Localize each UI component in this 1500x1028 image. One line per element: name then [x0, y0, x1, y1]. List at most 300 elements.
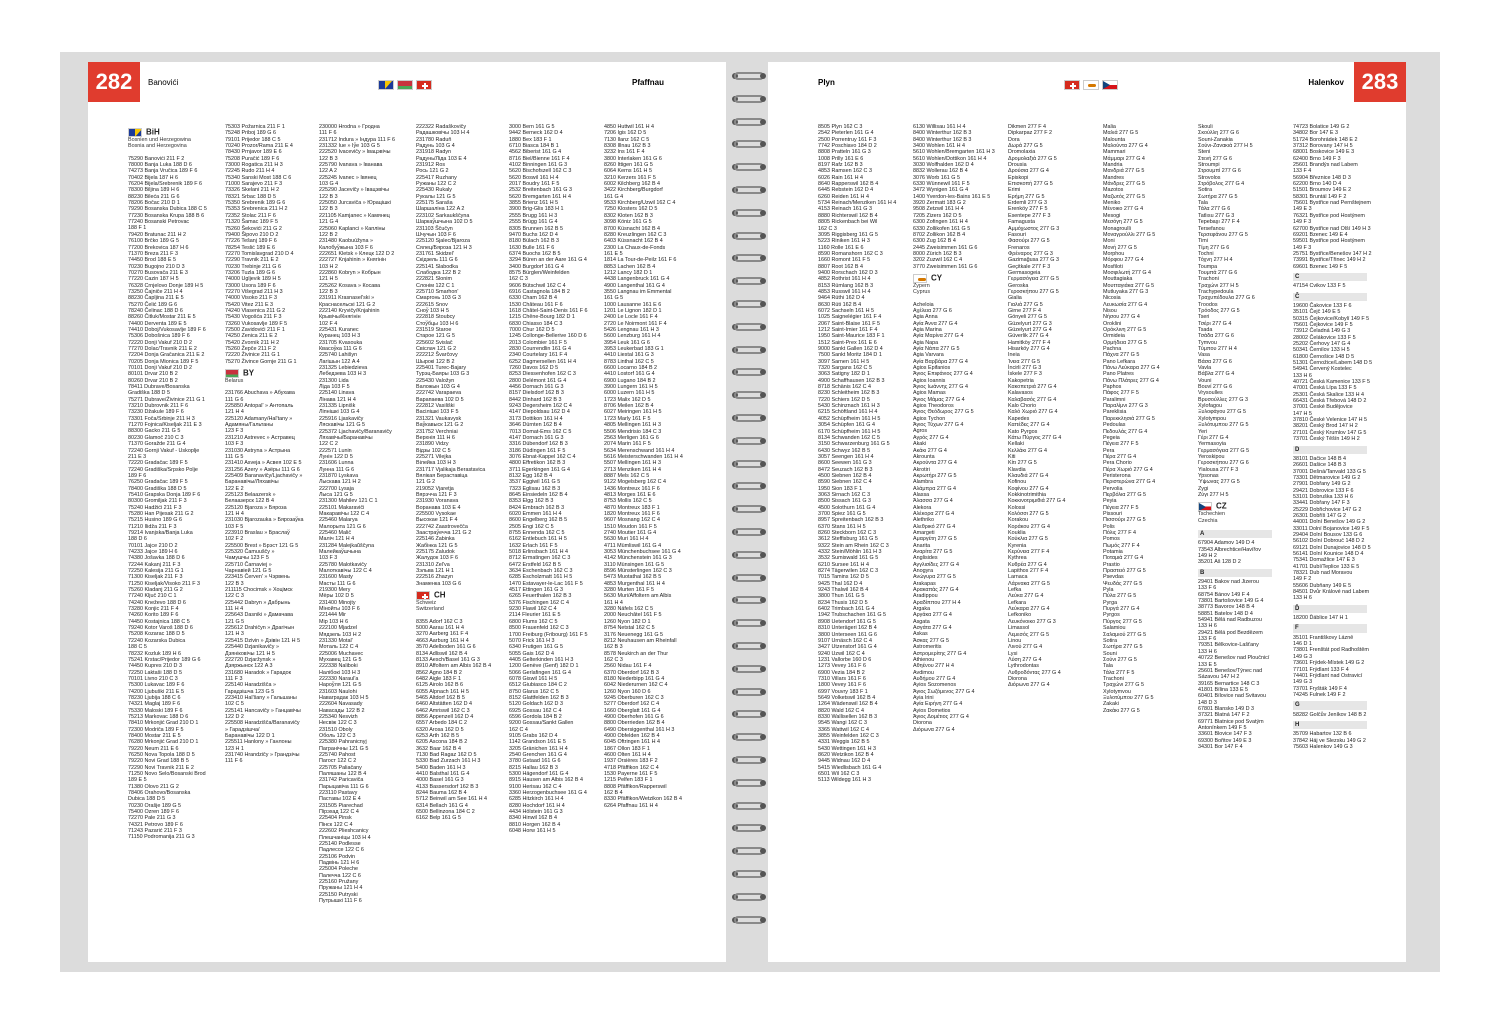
index-entry: 4853 Ramsen 162 C 3 [818, 168, 872, 175]
index-entry: Свіслач 121 G 2 [416, 346, 457, 353]
index-entry: 231742 Paricaviča [319, 777, 364, 784]
index-entry: Agios Theodoros [913, 403, 954, 410]
index-entry: Anarita [913, 542, 931, 549]
index-entry: Ormideia [1103, 333, 1125, 340]
index-entry: 8180 Niederbipp 161 G 4 [604, 675, 665, 682]
index-entry: 148 D 3 [1198, 699, 1217, 706]
index-entry: 162 B 4 [604, 790, 623, 797]
index-entry: 1820 Montreux 161 F 6 [604, 510, 660, 517]
index-entry: 3800 Thun 161 G 5 [818, 593, 865, 600]
spiral-ring [734, 594, 764, 606]
index-entry: 79240 Kotor Varoš 188 D 6 [128, 625, 193, 632]
index-entry: Μανδριά 277 G 5 [1103, 168, 1145, 175]
index-entry: 1200 Genève (Genf) 182 D 1 [509, 663, 579, 670]
index-entry: 133 F 6 [1198, 636, 1217, 643]
index-entry: 133 H 6 [1198, 648, 1217, 655]
index-entry: Старое 121 G 5 [416, 333, 455, 340]
index-entry: 231300 Mahilev 121 C 1 [319, 498, 378, 505]
index-entry: Dipkarpaz 277 F 2 [1008, 130, 1053, 137]
index-entry: 225511 Hanlony » Ганлоны [225, 739, 292, 746]
index-entry: Trachoni [1103, 675, 1124, 682]
index-entry: 44001 Dolní Benešov 149 G 2 [1293, 519, 1366, 526]
index-entry: 121 G 4 [319, 219, 339, 226]
spiral-ring [734, 617, 764, 629]
index-entry: 225710 Čarnaviej » [225, 561, 272, 568]
index-entry: 4870 Montreux 183 F 1 [604, 504, 660, 511]
index-entry: 75300 Lukavac 189 F 6 [128, 682, 185, 689]
index-entry: Pera [1103, 447, 1115, 454]
spiral-ring [734, 503, 764, 515]
index-entry: 8783 Linthal 162 C 5 [604, 358, 654, 365]
index-entry: 3054 Schüpfen 161 G 4 [818, 422, 875, 429]
index-entry: 3205 Gränichen 161 H 4 [509, 745, 568, 752]
index-entry: Mouttagiaka [1103, 276, 1133, 283]
index-entry: Ypsonas [1198, 472, 1219, 479]
index-entry: 2563 Merligen 161 G 6 [604, 434, 659, 441]
index-entry: 225460 Malarya [319, 517, 358, 524]
index-entry: 9243 Thalwil 162 B 4 [818, 587, 869, 594]
index-entry: 37001 České Budějovice [1293, 404, 1353, 411]
index-entry: 3186 Düdingen 161 F 5 [509, 447, 566, 454]
index-entry: 231766 Abuchava » Абухава [225, 390, 295, 397]
index-entry: 6000 Luzern 161 H 5 [604, 390, 655, 397]
index-entry: 72240 Gornji Vakuf - Uskoplje [128, 447, 200, 454]
index-entry: Баранавічы 122 D 1 [225, 732, 275, 739]
index-entry: 103 H 2 [319, 263, 338, 270]
index-entry: 222330 Naraul'a [319, 675, 359, 682]
index-entry: 72220 Gradačac 189 F 5 [128, 460, 188, 467]
index-entry: Τραχώνι 277 G 5 [1103, 682, 1144, 689]
index-entry: Αγία Ειρήνη 277 G 4 [913, 701, 963, 708]
index-entry: Skouli [1198, 124, 1213, 130]
index-entry: Kofinou [1008, 479, 1027, 486]
index-entry: 231480 Kaobuúžyna » [319, 238, 373, 245]
index-entry: 225175 Zaludok [416, 549, 455, 556]
index-entry: 73206 Tuzla 189 G 6 [225, 269, 276, 276]
index-entry: Ружаны 122 C 2 [416, 181, 457, 188]
index-entry: Tersefanou [1198, 225, 1225, 232]
index-column [1008, 124, 1098, 954]
index-entry: 9425 Thal 162 D 4 [818, 580, 863, 587]
country-code: CZ [1216, 501, 1227, 511]
index-entry: Смаргонь 103 G 3 [416, 295, 461, 302]
index-entry: Tala [1103, 663, 1113, 670]
index-entry: Pano Lefkara [1103, 358, 1136, 365]
index-entry: 225705 Paliačany [319, 764, 362, 771]
index-entry: Lysi [1008, 650, 1018, 657]
index-entry: 33601 Blovice 147 F 3 [1198, 731, 1252, 738]
index-entry: 231510 Oboly [319, 726, 353, 733]
index-entry: 1436 Montreux 161 F 6 [604, 485, 660, 492]
index-entry: Квасоўка 111 G 6 [319, 346, 362, 353]
index-entry: Vavla [1198, 365, 1212, 372]
index-entry: 4410 Balsthal 161 G 4 [416, 771, 470, 778]
index-entry: 3472 Wynigen 161 G 4 [913, 187, 969, 194]
index-entry: Κούκλια 277 G 5 [1008, 536, 1048, 543]
index-entry: 8700 Küsnacht 162 B 4 [604, 225, 661, 232]
index-entry: Τίμη 277 G 6 [1198, 244, 1230, 251]
index-entry: 6710 Biasca 184 B 1 [509, 143, 559, 150]
index-entry: Ορμήδεια 277 G 5 [1103, 339, 1147, 346]
index-entry: Лыскава 121 H 2 [319, 479, 361, 486]
index-entry: 222742 Zaastrovečča [416, 523, 468, 530]
index-entry: Πέγεια 277 F 5 [1103, 441, 1139, 448]
index-entry: 3076 Worb 161 G 5 [913, 174, 960, 181]
index-entry: 222812 Vasiliški [416, 403, 455, 410]
index-entry: 5113 Wildegg 161 H 3 [818, 777, 871, 784]
alphabet-letter-heading: D [1293, 446, 1367, 454]
index-entry: 6501 Wil 162 C 3 [818, 771, 860, 778]
index-entry: Erenköy 277 F 5 [1008, 206, 1048, 213]
index-entry: 74450 Kupres 210 D 3 [128, 663, 182, 670]
index-entry: 231505 Piarechad [319, 802, 363, 809]
index-entry: Vasa [1198, 352, 1210, 359]
index-entry: 75280 Han Pijesak 211 G 2 [128, 510, 194, 517]
index-entry: 72240 Kozarska Dubica [128, 637, 186, 644]
index-entry: 73701 Český Těšín 149 H 2 [1293, 436, 1360, 443]
index-entry: Пагранічны 121 G 5 [319, 745, 369, 752]
index-entry: 6026 Rain 161 H 4 [818, 174, 863, 181]
index-entry: Famagusta [1008, 219, 1035, 226]
index-entry: Ліпнішкі 103 G 4 [319, 409, 360, 416]
index-entry: Kalo Chorio [1008, 403, 1037, 410]
index-entry: 225141 Hancavičy » Ганцавічы [225, 707, 301, 714]
index-entry: 33011 Dolní Bojanovice 149 F 5 [1293, 525, 1370, 532]
index-entry: 4517 Ettingen 161 G 3 [509, 587, 563, 594]
index-entry: 231030 Bjarozauka » Бярозаўка [225, 517, 304, 524]
index-entry: 6125 Airolo 162 B 6 [416, 682, 464, 689]
index-entry: Σωτήρα 277 G 5 [1198, 193, 1238, 200]
index-entry: 3110 Münsingen 161 G 5 [604, 561, 665, 568]
index-entry: Πεδουλάς 277 G 4 [1103, 428, 1148, 435]
index-entry: 4805 Mellingen 161 H 3 [604, 422, 661, 429]
index-entry: Άγιος Σωζόμενος 277 G 4 [913, 688, 975, 695]
index-entry: 162 B 3 [604, 644, 623, 651]
index-entry: 7206 Igis 162 D 5 [604, 130, 647, 137]
index-entry: Tsada [1198, 327, 1213, 333]
index-entry: 189 F 6 [128, 472, 147, 479]
index-entry: 6500 Bellinzona 184 C 2 [416, 809, 475, 816]
index-entry: Σωτήρα 277 G 5 [1103, 644, 1143, 651]
index-entry: 5066 Gerlafingen 161 G 4 [509, 669, 572, 676]
index-entry: 75420 Zvornik 211 H 2 [225, 339, 280, 346]
index-entry: 8620 Wetzikon 162 B 4 [818, 752, 874, 759]
index-entry: 8230 Schleitheim 162 B 3 [818, 390, 880, 397]
index-entry: 161 E 5 [604, 250, 623, 257]
index-entry: 74380 Jošavka 188 D 6 [128, 555, 185, 562]
index-entry: 88230 Bileća 211 G 6 [128, 193, 180, 200]
index-entry: Drousia [1008, 162, 1027, 169]
index-entry: 3316 Dübendorf 162 B 3 [509, 441, 568, 448]
index-entry: 3953 Leukerbad 183 G 1 [604, 346, 664, 353]
index-entry: 3098 Köniz 161 G 5 [604, 219, 652, 226]
spiral-ring [734, 868, 764, 880]
index-entry: 8308 Illnau 162 B 3 [604, 143, 651, 150]
index-entry: Alassa [913, 491, 930, 498]
index-entry: Сялец/Бяроза 121 H 3 [416, 244, 472, 251]
spiral-ring [734, 435, 764, 447]
index-entry: 1201 Le Lignon 182 D 1 [604, 307, 662, 314]
index-entry: 74250 Zenica 211 E 2 [225, 333, 278, 340]
index-entry: 77226 Tešanj 189 F 6 [225, 238, 277, 245]
index-entry: Κοκκινοτριμιθιά 277 G 4 [1008, 498, 1066, 505]
index-entry: Ορόκλινη 277 G 5 [1103, 327, 1147, 333]
index-entry: 47154 Cvikov 133 F 5 [1293, 283, 1346, 290]
index-entry: Καλό Χωριό 277 G 4 [1008, 409, 1058, 416]
index-entry: Αγία Νάπα 277 G 5 [913, 346, 960, 352]
index-entry: 6162 Entlebuch 161 H 5 [509, 536, 567, 543]
index-entry: Μοναγρούλλι 277 G 5 [1103, 231, 1156, 238]
index-entry: 122 D 2 [225, 713, 244, 720]
index-entry: Σκούλλη 277 G 6 [1198, 130, 1239, 137]
index-entry: Πάνω Λεύκαρα 277 G 4 [1103, 365, 1160, 372]
index-entry: 7260 Davos 162 D 5 [509, 365, 559, 372]
index-entry: 2830 Courrendlin 161 G 4 [509, 346, 572, 353]
index-entry: 6055 Alpnach 161 H 5 [416, 688, 470, 695]
index-entry: Ξυλοτύμπου 277 G 5 [1103, 694, 1154, 701]
index-entry: 5223 Riniken 161 H 3 [818, 238, 870, 245]
index-entry: 161 G 4 [604, 193, 624, 200]
index-entry: Kakopetria [1008, 377, 1034, 384]
index-entry: 72352 Stolac 211 F 6 [225, 212, 276, 219]
index-entry: 5734 Reinach/Menziken 161 H 4 [818, 200, 897, 207]
index-entry: 4718 Pfäffikon 162 C 4 [604, 764, 659, 771]
switzerland-flag [1064, 80, 1080, 90]
index-entry: 8330 Pfäffikon/Wetzikon 162 B 4 [604, 796, 683, 803]
index-entry: Argaka [913, 606, 931, 613]
index-entry: Arakapas [913, 580, 936, 587]
index-entry: 9000 Sankt Gallen 162 D 4 [818, 346, 883, 353]
index-entry: 225430 Rukaly [416, 187, 452, 194]
index-entry: 6078 Giswil 161 H 5 [509, 675, 558, 682]
spiral-ring [734, 344, 764, 356]
index-entry: Αλάμπρα 277 G 4 [913, 485, 957, 492]
index-entry: 231761 Skidzel' [416, 250, 454, 257]
index-entry: 4147 Dornach 161 G 3 [509, 434, 564, 441]
index-entry: 8505 Plyn 162 C 3 [818, 124, 863, 130]
index-entry: 73301 Foča/Srbinje 211 H 3 [128, 415, 195, 422]
index-entry: 231256 Azery » Азёры 111 G 6 [225, 466, 300, 473]
index-entry: 3920 Zermatt 183 G 2 [913, 200, 966, 207]
country-name-de: Tschechien [1198, 511, 1225, 518]
index-entry: Αθηένου 277 H 4 [913, 663, 955, 670]
index-entry: 8424 Embrach 162 B 3 [509, 504, 565, 511]
index-entry: Чамушчы 123 F 5 [225, 555, 269, 562]
index-entry: 34802 Bor 147 E 3 [1293, 130, 1338, 137]
index-entry: Mazotos [1103, 187, 1124, 194]
index-entry: 37810 České Velenice 147 H 5 [1293, 417, 1368, 424]
index-entry: Пінск 122 C 4 [319, 821, 353, 828]
index-entry: 222742 Varapaeva [416, 390, 462, 397]
index-entry: 6830 Chiasso 184 C 3 [509, 320, 563, 327]
index-entry: Agia Varvara [913, 352, 944, 359]
index-entry: 111 G 6 [225, 396, 244, 403]
index-entry: Плешчаніцы 103 H 4 [319, 834, 371, 841]
index-entry: 69771 Blatnice pod Svatým [1198, 718, 1264, 725]
index-entry: 222571 Lunin [319, 447, 352, 454]
index-entry: 5649 Volketswil 162 B 4 [818, 694, 876, 701]
index-entry: 222821 Slonim [416, 276, 452, 283]
index-entry: 8856 Appenzell 162 D 4 [416, 713, 474, 720]
index-entry: 231335 Lipnišk [319, 403, 356, 410]
index-entry: 74401 Frýdlant nad Ostravicí [1293, 672, 1363, 679]
index-column [1293, 124, 1383, 954]
index-entry: 74233 Jajce 189 H 6 [128, 549, 178, 555]
index-entry: 8562 Agno 184 B 2 [416, 669, 462, 676]
index-entry: 18200 Ďáblice 147 H 1 [1293, 615, 1348, 622]
index-entry: Малейкаўшчына [319, 549, 361, 556]
index-entry: 75290 Banovići 211 F 2 [128, 155, 185, 162]
spiral-ring [734, 321, 764, 333]
index-entry: 3053 Münchenbuchsee 161 G 4 [604, 549, 681, 556]
index-entry: 79214 Ivanjska/Banja Luka [128, 529, 193, 536]
index-entry: 69201 Bzenec 149 E 4 [1293, 231, 1348, 238]
index-entry: 7250 Klosters 162 D 5 [604, 206, 658, 213]
index-entry: 225790 Ivanava » Іванава [319, 162, 383, 169]
index-entry: 3176 Neuenegg 161 G 5 [604, 631, 664, 638]
index-entry: 222520 Ivacevičy » Івацэвічы [319, 149, 391, 156]
index-entry: 3780 Gstaad 161 G 6 [509, 758, 561, 765]
index-entry: 225060 Kaplanci » Капліны [319, 225, 386, 232]
index-entry: 122 A 2 [319, 168, 337, 175]
index-entry: Kellaki [1008, 441, 1024, 448]
index-entry: 147 H 5 [1293, 410, 1312, 417]
czech-flag [1102, 80, 1118, 90]
index-entry: 225175 Saraša [416, 200, 453, 207]
index-entry: 222602 Plieshcanicy [319, 828, 369, 835]
index-entry: Yermasoyia [1198, 441, 1226, 448]
index-entry: 37312 Borovany 147 H 5 [1293, 143, 1353, 150]
index-entry: 25202 Čerhovy 147 G 4 [1293, 341, 1351, 347]
index-entry: 225500 Vysokae [416, 510, 456, 517]
index-entry: Anglisides [913, 555, 938, 562]
index-entry: Ζύγι 277 H 5 [1198, 491, 1229, 498]
index-entry: Gönyeli 277 G 5 [1008, 314, 1047, 321]
index-entry: 149 G 3 [1293, 653, 1313, 660]
index-entry: Наваградак 103 H 5 [319, 694, 369, 701]
index-entry: Μαζωτός 277 G 5 [1103, 193, 1146, 200]
index-entry: 70101 Donji Vakuf 210 D 2 [128, 365, 193, 372]
index-entry: 8353 Elgg 162 B 3 [509, 498, 554, 505]
index-entry: 225245 Ivanec » Івянец [319, 174, 377, 181]
index-entry: Βάβλα 277 G 4 [1198, 371, 1235, 378]
index-entry: 75603 Halenkov 149 G 3 [1293, 743, 1353, 750]
index-entry: Валожын 103 G 4 [416, 384, 460, 391]
index-entry: 5430 Wettingen 161 H 3 [818, 745, 877, 752]
index-entry: 73601 Frýdek-Místek 149 G 2 [1293, 660, 1365, 667]
index-entry: 231519 Staroe [416, 327, 452, 333]
index-entry: Μεσόγη 277 G 5 [1103, 219, 1143, 226]
index-entry: 8442 Dinhard 162 B 3 [509, 396, 562, 403]
index-entry: 225380 Pahranicnyj [319, 739, 367, 746]
index-entry: Τουμπά 277 G 6 [1198, 269, 1238, 276]
index-entry: 3900 Lungern 161 H 5 [604, 384, 658, 391]
index-entry: Alekora [913, 504, 932, 511]
index-entry: Πισσούρι 277 G 5 [1103, 517, 1146, 524]
index-entry: Ζακάκι 277 G 5 [1103, 707, 1140, 714]
index-entry: Άγιος Δομέτιος 277 G 4 [913, 713, 969, 720]
index-entry: 74321 Petrovo 189 F 6 [128, 821, 183, 828]
index-entry: Λεύκα 277 G 4 [1008, 593, 1044, 600]
index-entry: 5620 Bremgarten 161 H 4 [509, 193, 572, 200]
index-entry: Asgata [913, 618, 930, 625]
index-entry: 6253 Arth 162 B 5 [416, 732, 460, 739]
index-entry: 6064 Kerns 161 H 5 [604, 168, 652, 175]
index-entry: 79220 Novi Grad 188 B 5 [128, 758, 189, 765]
index-entry: 56102 Dolní Dobrouč 148 D 2 [1293, 538, 1365, 545]
index-entry: 6512 Giubiasco 184 C 2 [509, 682, 567, 689]
index-entry: Dromolaxia [1008, 149, 1036, 156]
index-entry: 8305 Brunnen 162 B 5 [509, 225, 563, 232]
index-entry: Радунь/Ліда 103 E 4 [416, 155, 467, 162]
index-entry: Yeroskipou [1198, 453, 1225, 460]
index-entry: 74260 Korito 189 F 6 [128, 612, 179, 619]
index-entry: 225120 Sjalec/Bjaroza [416, 238, 470, 245]
index-entry: 71150 Podromanija 211 G 3 [128, 834, 195, 841]
index-entry: 102 F 2 [225, 536, 244, 543]
index-entry: 6042 Niederurnen 162 C 4 [604, 682, 668, 689]
index-entry: 1800 Vevey 161 F 6 [818, 682, 866, 689]
index-entry: Strovolos [1198, 174, 1221, 181]
index-entry: 133 H 6 [1293, 372, 1312, 379]
index-entry: Μουτταγιάκα 277 G 5 [1103, 282, 1155, 289]
index-entry: Hamitköy 277 F 4 [1008, 339, 1051, 346]
index-entry: Episkopi [1008, 174, 1029, 181]
index-entry: 4052 Schüpfheim 161 H 5 [818, 415, 881, 422]
index-entry: 3210 Kerzers 161 F 5 [604, 174, 656, 181]
index-entry: 72250 Kalesija 211 G 1 [128, 568, 184, 575]
index-entry: 9607 Mosnang 162 C 4 [604, 517, 661, 524]
index-entry: 78321 Dub nad Moravou [1293, 570, 1353, 577]
index-entry: 75240 Hadžići 211 F 3 [128, 504, 182, 511]
index-entry: Γερμασόγεια 277 G 5 [1198, 447, 1250, 454]
index-entry: 62400 Brno 149 F 3 [1293, 155, 1341, 162]
index-entry: 2340 Courtelary 161 F 4 [509, 352, 568, 359]
index-entry: Malounta [1103, 136, 1126, 143]
index-entry: 75260 Žepče 211 F 2 [225, 346, 276, 353]
index-entry: 219052 Vjaretja [416, 485, 454, 492]
index-entry: 6072 Sachseln 161 H 5 [818, 307, 875, 314]
index-entry: Αμμόχωστος 277 G 3 [1008, 225, 1060, 232]
index-entry: 3422 Kirchberg/Burgdorf [604, 187, 663, 194]
index-entry: 1215 Pelfen 183 F 1 [604, 777, 653, 784]
index-entry: Mandres [1103, 174, 1124, 181]
index-entry: 222604 Navasady [319, 701, 363, 708]
index-entry: Souni [1103, 650, 1117, 657]
index-entry: 58851 Batelov 148 D 4 [1198, 610, 1253, 617]
index-entry: 6403 Küssnacht 162 B 4 [604, 238, 663, 245]
index-entry: 225150 Putryski [319, 891, 358, 898]
index-entry: 223102 Sarkaukščyna [416, 212, 470, 219]
index-entry: 3000 Bern 161 G 5 [509, 124, 555, 130]
index-entry: Astromeritis [913, 644, 942, 651]
index-entry: 3570 Adelboden 161 G 6 [416, 644, 476, 651]
index-entry: Kouklia [1008, 530, 1026, 536]
index-entry: 76100 Brčko 189 G 5 [128, 238, 179, 245]
index-entry: 8600 Engelberg 162 B 5 [509, 517, 568, 524]
index-entry: 8578 Neukirch an der Thur [604, 650, 669, 657]
spiral-ring [734, 754, 764, 766]
index-entry: 6330 Wünnewil 161 F 5 [913, 181, 970, 188]
index-entry: 6402 Trimbach 161 G 4 [818, 606, 875, 613]
index-entry: 8910 Affoltern am Albis 162 B 4 [416, 663, 492, 670]
index-entry: 7015 Tamins 162 D 5 [818, 574, 869, 581]
index-entry: Ліда 103 F 5 [319, 384, 350, 391]
index-column [319, 124, 409, 954]
index-entry: Верхнія 111 H 6 [416, 434, 455, 441]
index-entry: 75340 Sanski Most 188 C 6 [225, 174, 292, 181]
index-entry: 5630 Muri 161 H 4 [604, 536, 649, 543]
